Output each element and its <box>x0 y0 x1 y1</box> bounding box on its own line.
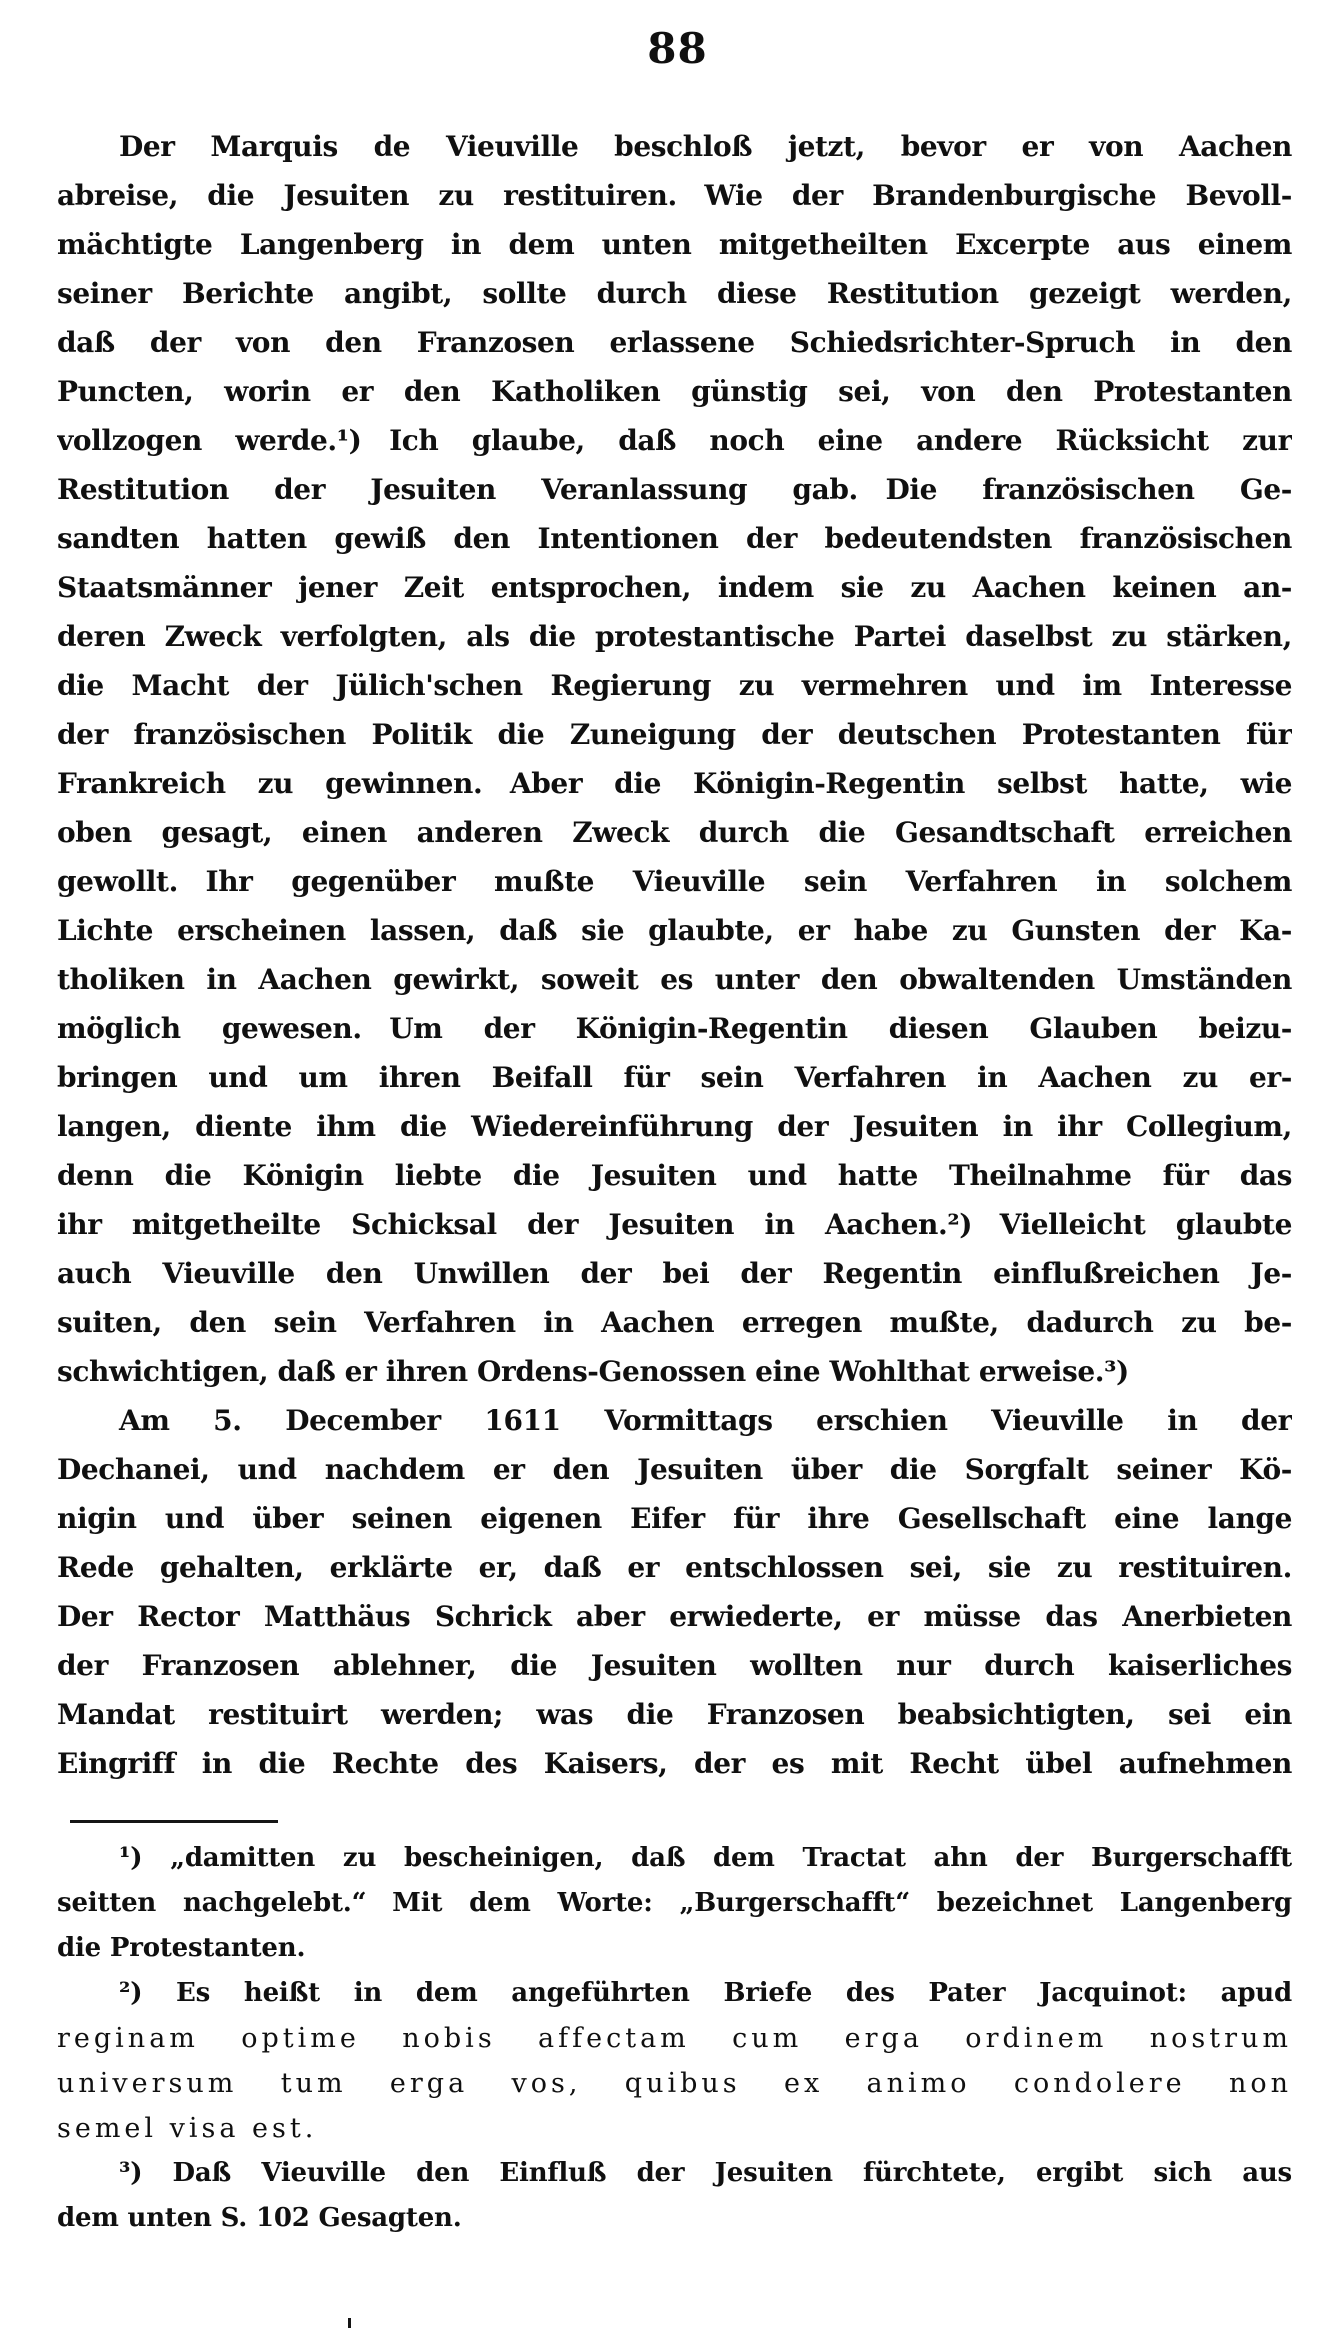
footnote-text-line: dem unten S. 102 Gesagten. <box>57 2203 462 2233</box>
footnote-text-line: semel visa est. <box>57 2113 318 2144</box>
body-text-line: langen, diente ihm die Wiedereinführung der Jesuiten in ihr Collegium, <box>57 1110 1292 1143</box>
footnote-text-line: reginam optime nobis affectam cum erga ordinem nostrum <box>57 2023 1292 2054</box>
body-text-line: deren Zweck verfolgten, als die protestantische Partei daselbst zu stärken, <box>57 620 1292 653</box>
footnote-text-line: universum tum erga vos, quibus ex animo condolere non <box>57 2068 1292 2099</box>
body-text-line: Dechanei, und nachdem er den Jesuiten über die Sorgfalt seiner Kö- <box>57 1453 1292 1486</box>
body-text-line: Am 5. December 1611 Vormittags erschien Vieuville in der <box>119 1404 1292 1437</box>
footnotes-block <box>57 1836 1292 2241</box>
body-text-line: gewollt. Ihr gegenüber mußte Vieuville sein Verfahren in solchem <box>57 865 1292 898</box>
body-text-line: Lichte erscheinen lassen, daß sie glaubte, er habe zu Gunsten der Ka- <box>57 914 1292 947</box>
page-number: 88 <box>647 24 708 73</box>
body-text-line: Der Marquis de Vieuville beschloß jetzt, bevor er von Aachen <box>119 130 1292 163</box>
body-text-line: bringen und um ihren Beifall für sein Verfahren in Aachen zu er- <box>57 1061 1292 1094</box>
body-text-line: vollzogen werde.¹) Ich glaube, daß noch eine andere Rücksicht zur <box>57 424 1292 457</box>
body-text-line: Eingriff in die Rechte des Kaisers, der es mit Recht übel aufnehmen <box>57 1747 1292 1780</box>
body-text-line: sandten hatten gewiß den Intentionen der bedeutendsten französischen <box>57 522 1292 555</box>
body-text-line: seiner Berichte angibt, sollte durch diese Restitution gezeigt werden, <box>57 277 1292 310</box>
ink-speck <box>348 2318 351 2328</box>
body-text-line: Restitution der Jesuiten Veranlassung gab. Die französischen Ge- <box>57 473 1292 506</box>
body-text-line: Rede gehalten, erklärte er, daß er entschlossen sei, sie zu restituiren. <box>57 1551 1292 1584</box>
body-text-line: Mandat restituirt werden; was die Franzosen beabsichtigten, sei ein <box>57 1698 1292 1731</box>
body-text-line: auch Vieuville den Unwillen der bei der Regentin einflußreichen Je- <box>57 1257 1292 1290</box>
footnote-text-line: ³) Daß Vieuville den Einfluß der Jesuiten fürchtete, ergibt sich aus <box>119 2158 1292 2188</box>
main-text-block <box>57 122 1292 1788</box>
body-text-line: schwichtigen, daß er ihren Ordens-Genossen eine Wohlthat erweise.³) <box>57 1355 1129 1388</box>
footnote-separator-rule <box>70 1820 278 1823</box>
body-text-line: ihr mitgetheilte Schicksal der Jesuiten in Aachen.²) Vielleicht glaubte <box>57 1208 1292 1241</box>
body-text-line: Puncten, worin er den Katholiken günstig sei, von den Protestanten <box>57 375 1292 408</box>
body-text-line: Der Rector Matthäus Schrick aber erwiederte, er müsse das Anerbieten <box>57 1600 1292 1633</box>
body-text-line: nigin und über seinen eigenen Eifer für ihre Gesellschaft eine lange <box>57 1502 1292 1535</box>
body-text-line: denn die Königin liebte die Jesuiten und hatte Theilnahme für das <box>57 1159 1292 1192</box>
body-text-line: der französischen Politik die Zuneigung der deutschen Protestanten für <box>57 718 1292 751</box>
body-text-line: Frankreich zu gewinnen. Aber die Königin-Regentin selbst hatte, wie <box>57 767 1292 800</box>
body-text-line: tholiken in Aachen gewirkt, soweit es unter den obwaltenden Umständen <box>57 963 1292 996</box>
body-text-line: die Macht der Jülich'schen Regierung zu vermehren und im Interesse <box>57 669 1292 702</box>
footnote-text-line: die Protestanten. <box>57 1933 306 1963</box>
body-text-line: mächtigte Langenberg in dem unten mitgetheilten Excerpte aus einem <box>57 228 1292 261</box>
body-text-line: suiten, den sein Verfahren in Aachen erregen mußte, dadurch zu be- <box>57 1306 1292 1339</box>
footnote-text-line: ¹) „damitten zu bescheinigen, daß dem Tractat ahn der Burgerschafft <box>119 1843 1292 1873</box>
footnote-text-line: ²) Es heißt in dem angeführten Briefe des Pater Jacquinot: apud <box>119 1978 1292 2008</box>
footnote-text-line: seitten nachgelebt.“ Mit dem Worte: „Burgerschafft“ bezeichnet Langenberg <box>57 1888 1292 1918</box>
body-text-line: Staatsmänner jener Zeit entsprochen, indem sie zu Aachen keinen an- <box>57 571 1292 604</box>
body-text-line: möglich gewesen. Um der Königin-Regentin diesen Glauben beizu- <box>57 1012 1292 1045</box>
body-text-line: abreise, die Jesuiten zu restituiren. Wie der Brandenburgische Bevoll- <box>57 179 1292 212</box>
body-text-line: der Franzosen ablehner, die Jesuiten wollten nur durch kaiserliches <box>57 1649 1292 1682</box>
body-text-line: daß der von den Franzosen erlassene Schiedsrichter-Spruch in den <box>57 326 1292 359</box>
body-text-line: oben gesagt, einen anderen Zweck durch die Gesandtschaft erreichen <box>57 816 1292 849</box>
